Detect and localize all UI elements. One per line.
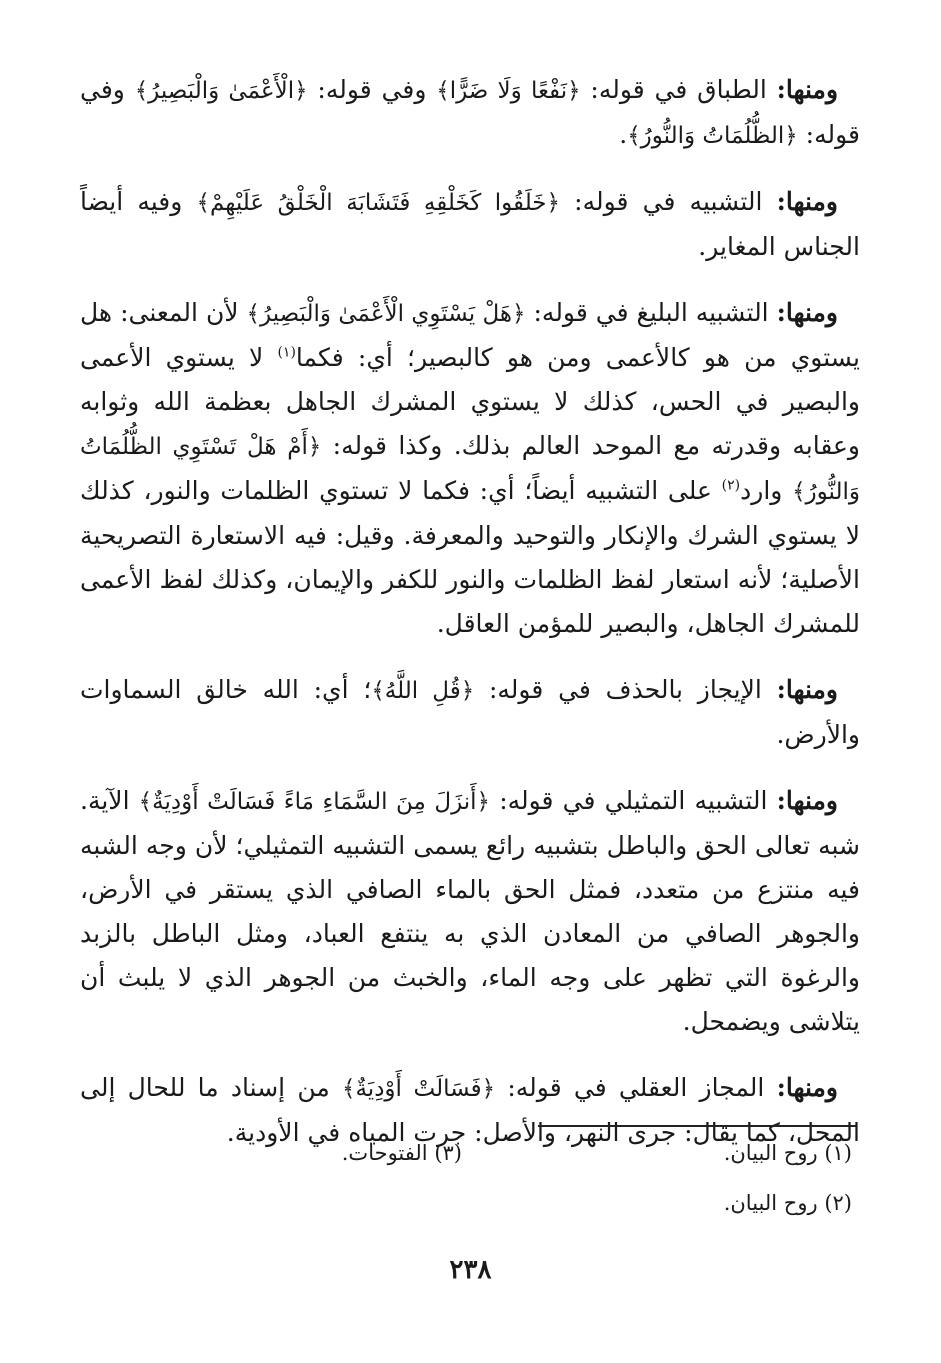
text-run: لا يستوي الأعمى والبصير في الحس، كذلك لا يستوي المشرك الجاهل بعظمة الله وثوابه وعقابه وقدرته مع الموحد العالم بذلك. وكذا قوله:	[80, 343, 860, 460]
paragraph	[80, 668, 860, 757]
page-body	[80, 68, 860, 1177]
footnote-1	[470, 1138, 860, 1188]
text-run: التشبيه البليغ في قوله:	[525, 298, 777, 327]
text-run: وارد	[740, 476, 793, 505]
quran-verse: ﴿الْأَعْمَىٰ وَالْبَصِيرُ﴾	[134, 78, 308, 104]
footnote-number: (٣)	[434, 1141, 462, 1165]
footnote-text: روح البيان.	[723, 1141, 818, 1165]
footnote-ref: (١)	[277, 344, 296, 361]
text-run: ؛ أي: الله خالق السماوات والأرض.	[80, 675, 860, 749]
paragraph	[80, 68, 860, 158]
quran-verse: ﴿قُلِ اللَّهُ﴾	[371, 678, 475, 704]
footnote-row	[80, 1188, 860, 1238]
text-run: الإيجاز بالحذف في قوله:	[474, 675, 777, 704]
footnote-2	[470, 1188, 860, 1238]
paragraph-lead: ومنها:	[776, 1073, 838, 1102]
footnote-row	[80, 1138, 860, 1188]
footnote-number: (٢)	[824, 1191, 852, 1215]
paragraph-lead: ومنها:	[776, 75, 839, 104]
paragraph	[80, 291, 860, 646]
text-run: وفي قوله:	[80, 75, 860, 149]
footnote-divider	[538, 1125, 856, 1127]
text-run: المجاز العقلي في قوله:	[495, 1073, 777, 1102]
paragraph	[80, 180, 860, 269]
text-run: لأن المعنى: هل يستوي من هو كالأعمى ومن هو كالبصير؛ أي: فكما	[80, 298, 861, 372]
quran-verse: ﴿الظُّلُمَاتُ وَالنُّورُ﴾	[627, 123, 798, 149]
footnote-number: (١)	[824, 1141, 852, 1165]
text-run: .	[619, 120, 628, 149]
paragraph-lead: ومنها:	[776, 786, 838, 815]
paragraph-lead: ومنها:	[776, 298, 838, 327]
footnote-text: روح البيان.	[723, 1191, 818, 1215]
text-run: من إسناد ما للحال إلى المحل، كما يقال: جرى النهر، والأصل: جرت المياه في الأودية.	[80, 1073, 860, 1147]
text-run: وفي قوله:	[307, 75, 437, 104]
quran-verse: ﴿نَفْعًا وَلَا ضَرًّا﴾	[436, 78, 581, 104]
text-run: على التشبيه أيضاً؛ أي: فكما لا تستوي الظلمات والنور، كذلك لا يستوي الشرك والإنكار والتوحيد والمعرفة. وقيل: فيه الاستعارة التصريحية الأصلية؛ لأنه استعار لفظ الظلمات والنور للكفر والإيمان، وكذلك لفظ الأعمى للمشرك الجاهل، والبصير للمؤمن العاقل.	[80, 476, 860, 638]
text-run: التشبيه التمثيلي في قوله:	[490, 786, 777, 815]
footnotes	[80, 1138, 860, 1238]
paragraph-lead: ومنها:	[776, 675, 838, 704]
paragraph-lead: ومنها:	[776, 187, 838, 216]
text-run: الطباق في قوله:	[580, 75, 777, 104]
footnote-3	[80, 1138, 470, 1188]
quran-verse: ﴿هَلْ يَسْتَوِي الْأَعْمَىٰ وَالْبَصِيرُ﴾	[246, 301, 526, 327]
footnote-text: الفتوحات.	[341, 1141, 428, 1165]
text-run: وفيه أيضاً الجناس المغاير.	[80, 187, 860, 261]
text-run: التشبيه في قوله:	[560, 187, 777, 216]
paragraph	[80, 779, 860, 1044]
quran-verse: ﴿فَسَالَتْ أَوْدِيَةٌ﴾	[341, 1076, 496, 1102]
footnote-ref: (٢)	[721, 477, 741, 494]
text-run: الآية. شبه تعالى الحق والباطل بتشبيه رائع يسمى التشبيه التمثيلي؛ لأن وجه الشبه فيه منتزع من متعدد، فمثل الحق بالماء الصافي الذي يستقر في الأرض، والجوهر الصافي من المعادن الذي به ينتفع العباد، ومثل الباطل بالزبد والرغوة التي تظهر على وجه الماء، والخبث من الجوهر الذي لا يلبث أن يتلاشى ويضمحل.	[80, 786, 860, 1036]
quran-verse: ﴿أَنزَلَ مِنَ السَّمَاءِ مَاءً فَسَالَتْ أَوْدِيَةٌ﴾	[138, 789, 491, 815]
quran-verse: ﴿خَلَقُوا كَخَلْقِهِ فَتَشَابَهَ الْخَلْقُ عَلَيْهِمْ﴾	[196, 190, 561, 216]
page-number: ٢٣٨	[449, 1255, 492, 1285]
quran-verse: ﴿أَمْ هَلْ تَسْتَوِي الظُّلُمَاتُ وَالنُّورُ﴾	[80, 434, 860, 505]
